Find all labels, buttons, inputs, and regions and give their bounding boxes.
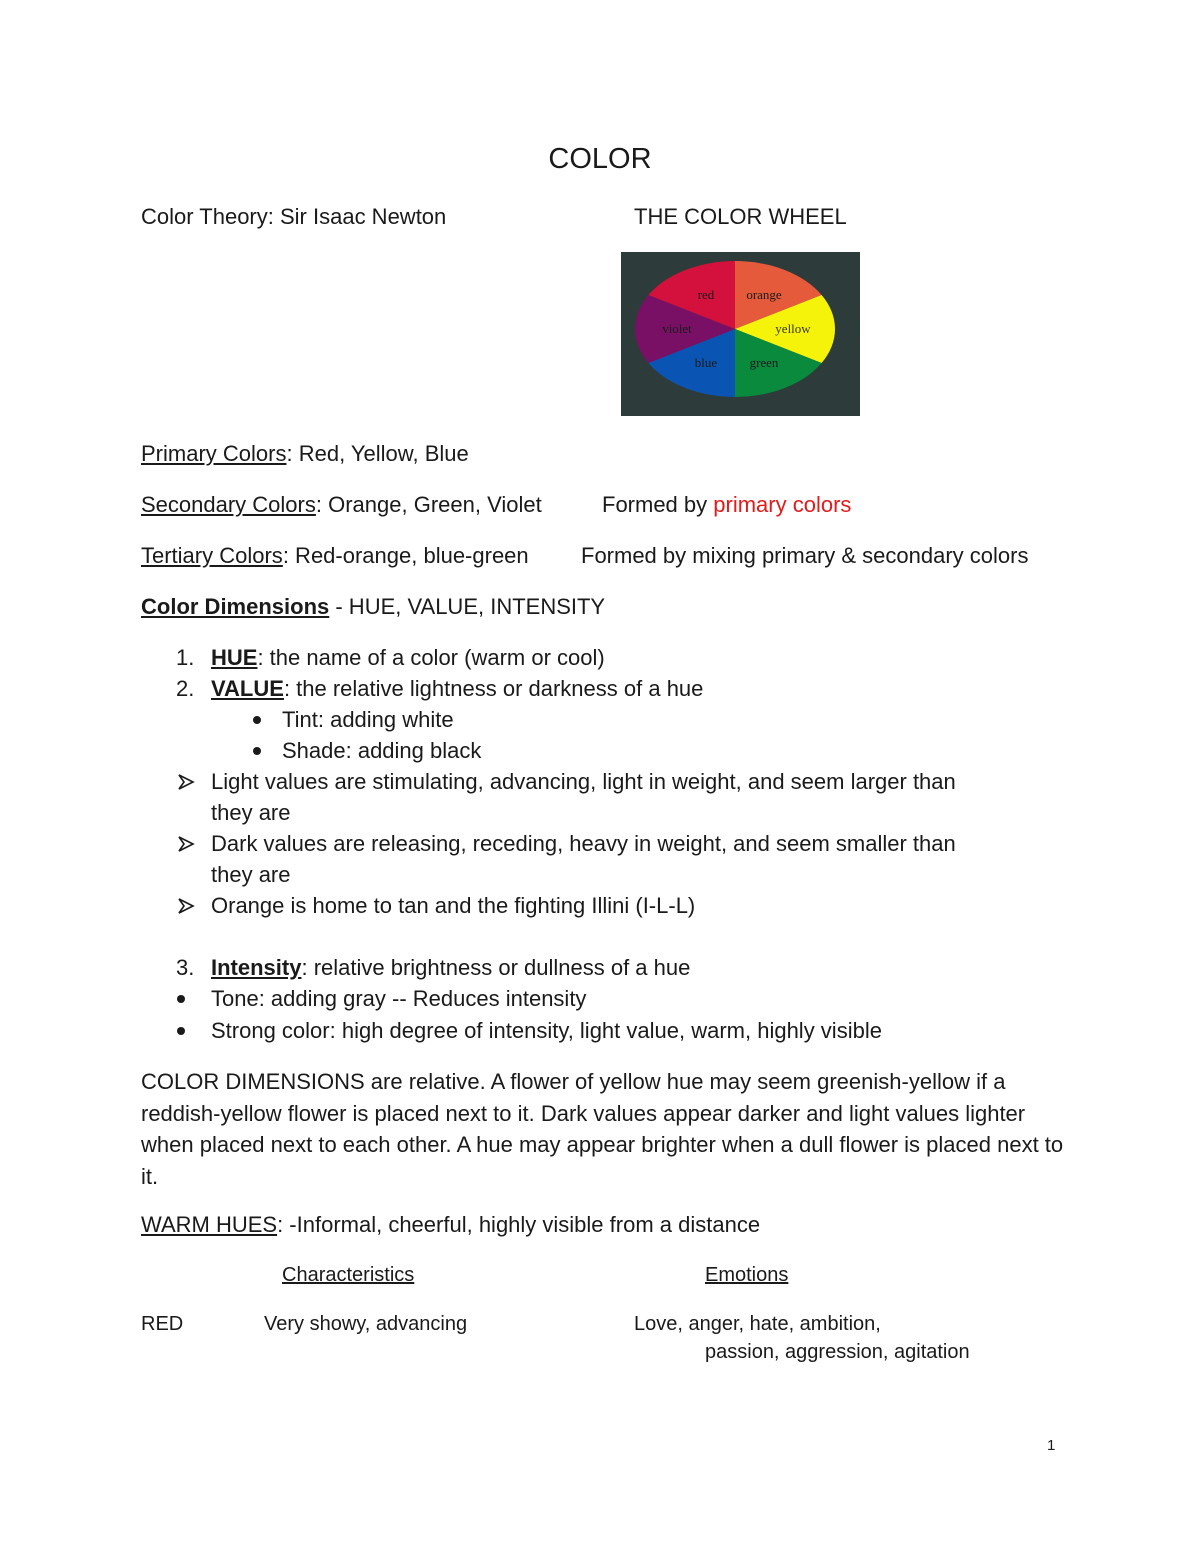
arrow-item-line1: Orange is home to tan and the fighting Illini (I-L-L)	[211, 893, 696, 918]
primary-colors-line	[141, 441, 469, 467]
intensity-item	[211, 955, 690, 981]
list-number: 2.	[176, 676, 195, 701]
warm-hues-label: WARM HUES	[141, 1212, 278, 1237]
hue-term: HUE	[211, 645, 258, 670]
tertiary-colors-line	[141, 543, 529, 569]
color-dimensions-label: Color Dimensions	[141, 594, 330, 619]
arrow-item-line2: they are	[211, 862, 291, 887]
page-number: 1	[1047, 1437, 1056, 1454]
secondary-colors-text: Orange, Green, Violet	[322, 492, 542, 517]
arrow-item-line1: Light values are stimulating, advancing, light in weight, and seem larger than	[211, 769, 956, 794]
wheel-label-yellow: yellow	[775, 321, 811, 336]
wheel-label-violet: violet	[662, 321, 692, 336]
arrow-bullet-icon	[177, 773, 195, 791]
bullet-icon	[177, 995, 185, 1003]
emotions-header: Emotions	[705, 1264, 789, 1286]
characteristics-header: Characteristics	[282, 1264, 415, 1286]
list-number: 1.	[176, 645, 195, 670]
table-row-name: RED	[141, 1313, 184, 1335]
tertiary-colors-text: Red-orange, blue-green	[288, 543, 529, 568]
color-dimensions-line	[141, 594, 605, 620]
dimensions-paragraph: COLOR DIMENSIONS are relative. A flower of yellow hue may seem greenish-yellow if a reddish-yellow flower is placed next to it. Dark values appear darker and light values lighter when placed next to each other. A hue may appear brighter when a dull flower is placed next to it.	[141, 1069, 1064, 1189]
value-item	[211, 676, 703, 702]
color-dimensions-text: - HUE, VALUE, INTENSITY	[329, 594, 606, 619]
tone-bullet: Tone: adding gray -- Reduces intensity	[211, 986, 587, 1011]
wheel-label-blue: blue	[694, 355, 718, 371]
wheel-label-orange: orange	[746, 286, 782, 302]
tint-bullet: Tint: adding white	[282, 707, 454, 732]
strong-color-bullet: Strong color: high degree of intensity, light value, warm, highly visible	[211, 1018, 882, 1043]
arrow-bullet-icon	[177, 835, 195, 853]
arrow-item-line2: they are	[211, 800, 291, 825]
warm-hues-text: : -Informal, cheerful, highly visible from a distance	[277, 1212, 761, 1237]
shade-bullet: Shade: adding black	[282, 738, 482, 763]
secondary-colors-note	[602, 492, 851, 518]
value-definition: : the relative lightness or darkness of a hue	[283, 676, 704, 701]
color-theory-heading: Color Theory: Sir Isaac Newton	[141, 204, 447, 229]
tertiary-colors-label: Tertiary Colors	[141, 543, 283, 568]
color-wheel-figure	[621, 252, 860, 416]
value-term: VALUE	[211, 676, 284, 701]
secondary-colors-line	[141, 492, 542, 518]
arrow-item-line1: Dark values are releasing, receding, heavy in weight, and seem smaller than	[211, 831, 956, 856]
page-title: COLOR	[548, 143, 652, 175]
warm-hues-line	[141, 1212, 760, 1238]
bullet-icon	[253, 747, 261, 755]
tertiary-colors-note: Formed by mixing primary & secondary colors	[581, 543, 1029, 568]
wheel-label-red: red	[697, 286, 715, 302]
secondary-colors-sep: :	[315, 492, 322, 517]
primary-colors-sep: :	[286, 441, 293, 466]
color-wheel-heading: THE COLOR WHEEL	[634, 204, 847, 229]
intensity-definition: : relative brightness or dullness of a hue	[301, 955, 691, 980]
table-row-emotions-line2: passion, aggression, agitation	[705, 1341, 970, 1363]
bullet-icon	[253, 716, 261, 724]
secondary-colors-label: Secondary Colors	[141, 492, 316, 517]
hue-definition: : the name of a color (warm or cool)	[257, 645, 605, 670]
list-number: 3.	[176, 955, 195, 980]
hue-item	[211, 645, 605, 671]
secondary-note-highlight: primary colors	[713, 492, 852, 517]
arrow-bullet-icon	[177, 897, 195, 915]
tertiary-colors-sep: :	[282, 543, 289, 568]
table-row-emotions-line1: Love, anger, hate, ambition,	[634, 1313, 881, 1335]
wheel-label-green: green	[749, 355, 779, 371]
table-row-characteristics: Very showy, advancing	[264, 1313, 468, 1335]
bullet-icon	[177, 1027, 185, 1035]
primary-colors-text: Red, Yellow, Blue	[292, 441, 469, 466]
secondary-note-prefix: Formed by	[602, 492, 714, 517]
primary-colors-label: Primary Colors	[141, 441, 287, 466]
intensity-term: Intensity	[211, 955, 302, 980]
